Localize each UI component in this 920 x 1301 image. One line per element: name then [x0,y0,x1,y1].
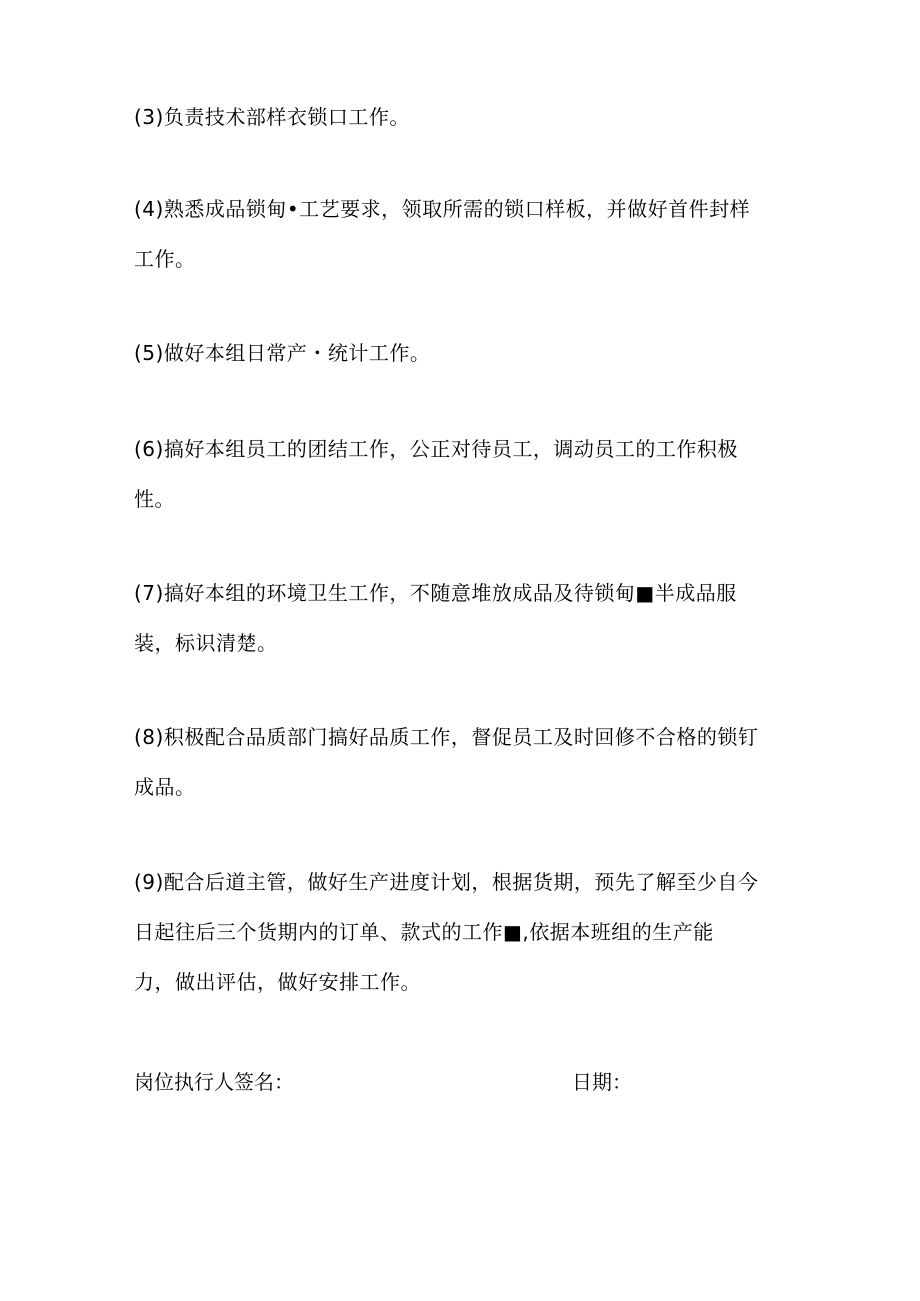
duty-item-7 [134,568,794,668]
text-line: (8)积极配合品质部门搞好品质工作，督促员工及时回修不合格的锁钉 [134,725,759,749]
text-line: (6)搞好本组员工的团结工作，公正对待员工，调动员工的工作积极 [134,437,738,461]
text-line: 力，做出评估，做好安排工作。 [134,970,421,994]
text-line: (9)配合后道主管，做好生产进度计划，根据货期，预先了解至少自今 [134,870,759,894]
duty-item-3 [134,92,794,142]
text-line: 性。 [134,487,175,511]
duty-item-5 [134,328,794,378]
text-line: 成品。 [134,775,196,799]
text-line: (3)负责技术部样衣锁口工作。 [134,105,410,129]
signature-label: 岗位执行人签名： [134,1070,294,1094]
duty-item-8 [134,712,794,812]
duty-item-4 [134,184,794,284]
text-line: (7)搞好本组的环境卫生工作，不随意堆放成品及待锁甸■半成品服 [134,581,737,605]
date-label: 日期： [572,1070,632,1094]
text-line: 工作。 [134,247,196,271]
text-line: 日起往后三个货期内的订单、款式的工作■,依据本班组的生产能 [134,920,714,944]
text-line: (5)做好本组日常产・统计工作。 [134,341,431,365]
duty-item-6 [134,424,794,524]
duty-item-9 [134,857,794,1007]
text-line: 装，标识清楚。 [134,631,278,655]
text-line: (4)熟悉成品锁甸•工艺要求，领取所需的锁口样板，并做好首件封样 [134,197,751,221]
